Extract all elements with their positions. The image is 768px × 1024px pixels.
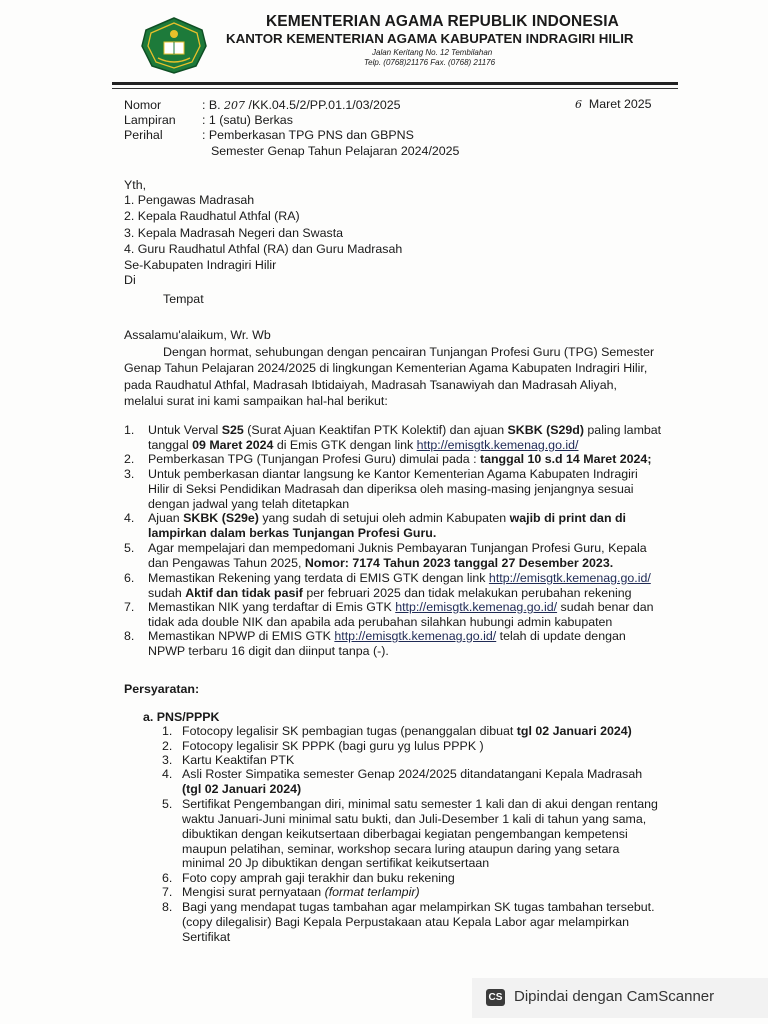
nomor-value: : B. 207 /KK.04.5/2/PP.01.1/03/2025 — [202, 98, 401, 112]
point-number: 5. — [124, 541, 135, 555]
intro-line: Dengan hormat, sehubungan dengan pencairan Tunjangan Profesi Guru (TPG) Semester — [163, 345, 655, 359]
point-number: 8. — [124, 629, 135, 643]
letterhead-office: KANTOR KEMENTERIAN AGAMA KABUPATEN INDRAGIRI HILIR — [226, 31, 634, 46]
requirement-number: 2. — [162, 739, 173, 753]
letterhead-address: Jalan Keritang No. 12 Tembilahan — [372, 48, 493, 57]
requirements-heading: Persyaratan: — [124, 682, 200, 696]
recipient-di: Di — [124, 273, 136, 287]
requirement-number: 4. — [162, 767, 173, 781]
requirement-4-line1: Asli Roster Simpatika semester Genap 2024/2025 ditandatangani Kepala Madrasah — [182, 767, 643, 781]
point-3-line1: Untuk pemberkasan diantar langsung ke Kantor Kementerian Agama Kabupaten Indragiri — [148, 467, 638, 481]
point-3-line3: dengan jadwal yang telah ditetapkan — [148, 497, 350, 511]
requirements-section-a: a. PNS/PPPK — [143, 710, 220, 724]
lampiran-label: Lampiran — [124, 113, 176, 127]
intro-line: Genap Tahun Pelajaran 2024/2025 di lingkungan Kementerian Agama Kabupaten Indragiri Hilir, — [124, 361, 648, 375]
requirement-8-line1: Bagi yang mendapat tugas tambahan agar melampirkan SK tugas tambahan tersebut. — [182, 900, 655, 914]
requirement-number: 7. — [162, 885, 173, 899]
requirement-3: Kartu Keaktifan PTK — [182, 753, 295, 767]
kemenag-logo-icon — [140, 16, 208, 74]
camscanner-label: Dipindai dengan CamScanner — [514, 988, 715, 1005]
point-4-line2: lampirkan dalam berkas Tunjangan Profesi Guru. — [148, 526, 437, 540]
point-7-line1: Memastikan NIK yang terdaftar di Emis GTK http://emisgtk.kemenag.go.id/ sudah benar dan — [148, 600, 654, 614]
lampiran-value: : 1 (satu) Berkas — [202, 113, 293, 127]
requirement-7: Mengisi surat pernyataan (format terlampir) — [182, 885, 420, 899]
point-number: 2. — [124, 452, 135, 466]
perihal-line2: Semester Genap Tahun Pelajaran 2024/2025 — [211, 144, 460, 158]
camscanner-icon: CS — [486, 989, 505, 1006]
requirement-number: 1. — [162, 724, 173, 738]
point-number: 6. — [124, 571, 135, 585]
requirement-5-line3: dibuktikan dengan keikutsertaan diberbagai kegiatan pengembangan kempetensi — [182, 827, 628, 841]
letterhead-phone: Telp. (0768)21176 Fax. (0768) 21176 — [364, 58, 496, 67]
requirement-1: Fotocopy legalisir SK pembagian tugas (penanggalan dibuat tgl 02 Januari 2024) — [182, 724, 632, 738]
intro-line: pada Raudhatul Athfal, Madrasah Ibtidaiyah, Madrasah Tsanawiyah dan Madrasah Aliyah, — [124, 378, 617, 392]
requirement-5-line1: Sertifikat Pengembangan diri, minimal satu semester 1 kali dan di akui dengan rentang — [182, 797, 658, 811]
yth: Yth, — [124, 178, 147, 192]
point-5-line2: dan Pengawas Tahun 2025, Nomor: 7174 Tahun 2023 tanggal 27 Desember 2023. — [148, 556, 614, 570]
point-8-line2: NPWP terbaru 16 digit dan diinput tanpa (-). — [148, 644, 389, 658]
nomor-label: Nomor — [124, 98, 162, 112]
point-2-line1: Pemberkasan TPG (Tunjangan Profesi Guru) dimulai pada : tanggal 10 s.d 14 Maret 2024; — [148, 452, 652, 466]
point-1-line2: tanggal 09 Maret 2024 di Emis GTK dengan link http://emisgtk.kemenag.go.id/ — [148, 438, 579, 452]
recipient-region: Se-Kabupaten Indragiri Hilir — [124, 258, 277, 272]
greeting: Assalamu'alaikum, Wr. Wb — [124, 328, 271, 342]
nomor-handwritten: 207 — [224, 99, 246, 112]
point-5-line1: Agar mempelajari dan mempedomani Juknis Pembayaran Tunjangan Profesi Guru, Kepala — [148, 541, 647, 555]
emis-gtk-link[interactable]: http://emisgtk.kemenag.go.id/ — [416, 438, 579, 452]
requirement-number: 6. — [162, 871, 173, 885]
perihal-label: Perihal — [124, 128, 163, 142]
letterhead-divider-thick — [112, 82, 678, 85]
point-4-line1: Ajuan SKBK (S29e) yang sudah di setujui oleh admin Kabupaten wajib di print dan di — [148, 511, 626, 525]
requirement-2: Fotocopy legalisir SK PPPK (bagi guru yg lulus PPPK ) — [182, 739, 484, 753]
recipient-item: 3. Kepala Madrasah Negeri dan Swasta — [124, 226, 344, 240]
letter-date: 6 Maret 2025 — [575, 97, 652, 111]
requirement-number: 5. — [162, 797, 173, 811]
letterhead-title: KEMENTERIAN AGAMA REPUBLIK INDONESIA — [266, 13, 619, 30]
requirement-number: 3. — [162, 753, 173, 767]
requirement-5-line4: maupun pelatihan, seminar, workshop secara luring ataupun daring yang setara — [182, 842, 620, 856]
point-6-line1: Memastikan Rekening yang terdata di EMIS GTK dengan link http://emisgtk.kemenag.go.id/ — [148, 571, 651, 585]
requirement-4-line2: (tgl 02 Januari 2024) — [182, 782, 302, 796]
requirement-5-line2: waktu Januari-Juni minimal satu bukti, dan Juli-Desember 1 kali di tahun yang sama, — [182, 812, 647, 826]
point-number: 7. — [124, 600, 135, 614]
point-number: 3. — [124, 467, 135, 481]
letterhead-divider-thin — [112, 88, 678, 89]
perihal-line1: : Pemberkasan TPG PNS dan GBPNS — [202, 128, 414, 142]
point-7-line2: tidak ada double NIK dan apabila ada perubahan silahkan hubungi admin kabupaten — [148, 615, 613, 629]
point-number: 1. — [124, 423, 135, 437]
point-6-line2: sudah Aktif dan tidak pasif per februari 2025 dan tidak melakukan perubahan rekening — [148, 586, 632, 600]
recipient-tempat: Tempat — [163, 292, 204, 306]
requirement-8-line3: Sertifikat — [182, 930, 231, 944]
point-1-line1: Untuk Verval S25 (Surat Ajuan Keaktifan PTK Kolektif) dan ajuan SKBK (S29d) paling lambat — [148, 423, 662, 437]
recipient-item: 1. Pengawas Madrasah — [124, 193, 255, 207]
recipient-item: 4. Guru Raudhatul Athfal (RA) dan Guru Madrasah — [124, 242, 403, 256]
requirement-5-line5: minimal 20 Jp dibuktikan dengan sertifikat keikutsertaan — [182, 856, 490, 870]
intro-line: melalui surat ini kami sampaikan hal-hal berikut: — [124, 394, 388, 408]
point-3-line2: Hilir di Seksi Pendidikan Madrasah dan diperiksa oleh masing-masing jenjangnya sesuai — [148, 482, 634, 496]
requirement-8-line2: (copy dilegalisir) Bagi Kepala Perpustakaan atau Kepala Labor agar melampirkan — [182, 915, 630, 929]
emis-gtk-link[interactable]: http://emisgtk.kemenag.go.id/ — [395, 600, 558, 614]
point-8-line1: Memastikan NPWP di EMIS GTK http://emisgtk.kemenag.go.id/ telah di update dengan — [148, 629, 626, 643]
requirement-6: Foto copy amprah gaji terakhir dan buku rekening — [182, 871, 455, 885]
emis-gtk-link[interactable]: http://emisgtk.kemenag.go.id/ — [488, 571, 651, 585]
emis-gtk-link[interactable]: http://emisgtk.kemenag.go.id/ — [334, 629, 497, 643]
requirement-number: 8. — [162, 900, 173, 914]
point-number: 4. — [124, 511, 135, 525]
recipient-item: 2. Kepala Raudhatul Athfal (RA) — [124, 209, 300, 223]
